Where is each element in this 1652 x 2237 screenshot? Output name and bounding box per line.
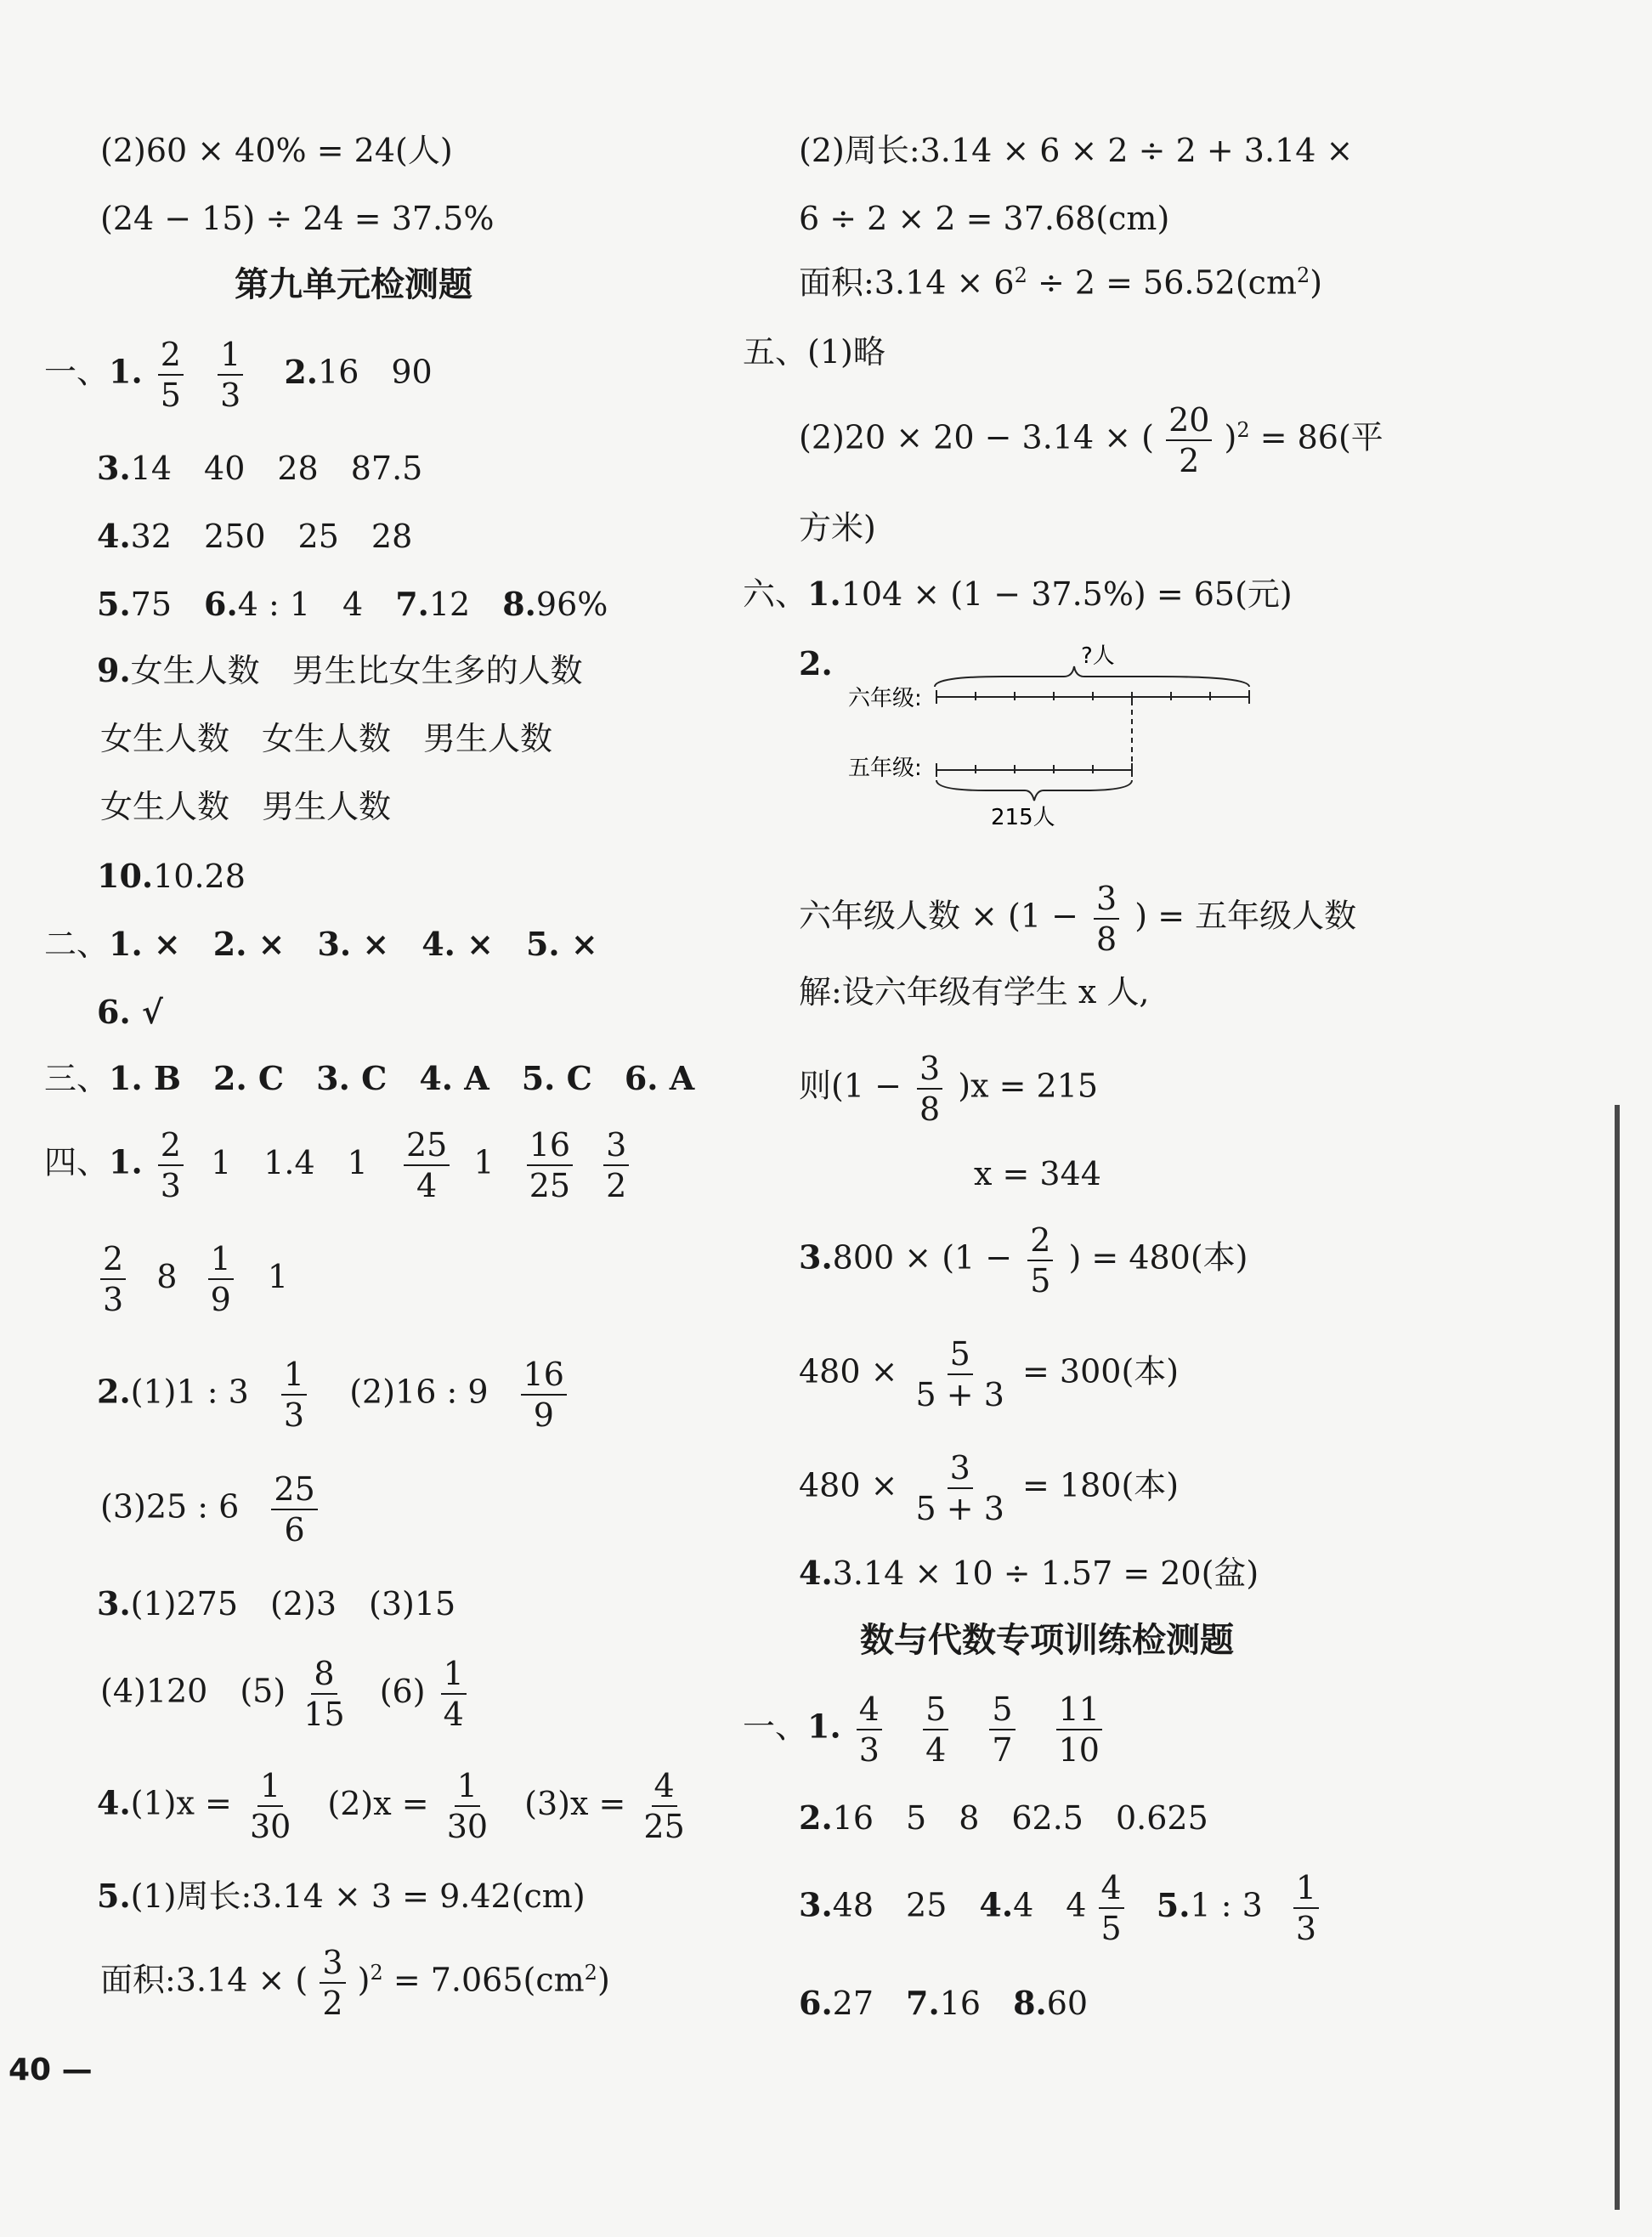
section-title: 第九单元检测题	[235, 265, 472, 304]
page-number: 40 —	[8, 2053, 93, 2087]
fraction: $\frac{5}{4}$	[923, 1693, 948, 1766]
fraction: $\frac{1}{4}$	[441, 1657, 467, 1730]
answer-line: 480 × $\frac{5}{5 + 3}$ = 300(本)	[799, 1335, 1180, 1413]
fraction: $\frac{2}{3}$	[158, 1129, 184, 1202]
segment-diagram	[833, 629, 1275, 841]
answer-line: 4.32 250 25 28	[97, 517, 413, 555]
top-brace	[935, 666, 1249, 687]
page-edge-shadow	[1615, 1105, 1620, 2210]
answer-line: 4.3.14 × 10 ÷ 1.57 = 20(盆)	[799, 1554, 1259, 1592]
fraction: $\frac{1}{9}$	[208, 1243, 234, 1316]
fraction: $\frac{2}{5}$	[1027, 1224, 1053, 1297]
fraction: $\frac{3}{2}$	[320, 1946, 345, 2019]
fraction: $\frac{4}{5}$	[1099, 1872, 1124, 1945]
answer-line: 3.800 × (1 − $\frac{2}{5}$ ) = 480(本)	[799, 1221, 1248, 1300]
answer-line: 3.48 25 4.4 4 $\frac{4}{5}$ 5.1 : 3 $\frac{1}{3}$	[799, 1872, 1324, 1945]
fraction: $\frac{5}{7}$	[989, 1693, 1015, 1766]
answer-line: 女生人数 女生人数 男生人数	[100, 720, 553, 757]
answer-line: 9.女生人数 男生比女生多的人数	[97, 651, 583, 689]
answer-line: 四、1. $\frac{2}{3}$ 1 1.4 1 $\frac{25}{4}$ 1 $\frac{16}{25}$ $\frac{3}{2}$	[44, 1129, 634, 1202]
answer-line: 480 × $\frac{3}{5 + 3}$ = 180(本)	[799, 1449, 1180, 1527]
answer-line: (2)20 × 20 − 3.14 × ( $\frac{20}{2}$ )$^2$ = 86(平	[799, 401, 1383, 479]
answer-line: 5.75 6.4 : 1 4 7.12 8.96%	[97, 585, 608, 623]
answer-line: 5.(1)周长:3.14 × 3 = 9.42(cm)	[97, 1877, 586, 1915]
fraction: $\frac{1}{30}$	[249, 1767, 291, 1845]
bottom-brace	[936, 780, 1132, 801]
answer-line: 2.16 5 8 62.5 0.625	[799, 1798, 1208, 1837]
answer-line: $\frac{2}{3}$ 8 $\frac{1}{9}$ 1	[95, 1243, 288, 1316]
fraction: $\frac{2}{3}$	[100, 1243, 126, 1316]
answer-line: (2)60 × 40% = 24(人)	[100, 132, 453, 169]
answer-line: 6 ÷ 2 × 2 = 37.68(cm)	[799, 200, 1170, 237]
fraction: $\frac{1}{3}$	[1293, 1872, 1319, 1945]
fraction: $\frac{3}{2}$	[603, 1129, 629, 1202]
fraction: $\frac{25}{4}$	[404, 1129, 450, 1202]
fraction: $\frac{16}{9}$	[521, 1358, 567, 1431]
fraction: $\frac{8}{15}$	[303, 1655, 345, 1733]
answer-line: 五、(1)略	[743, 333, 885, 371]
answer-line: 女生人数 男生人数	[100, 788, 392, 825]
answer-line: 面积:3.14 × $6^2 \div 2 = 56.52(cm^2)$	[799, 263, 1323, 302]
answer-line: (2)周长:3.14 × 6 × 2 ÷ 2 + 3.14 ×	[799, 132, 1354, 169]
answer-line: 面积:3.14 × ( $\frac{3}{2}$ )$^2 = 7.065(cm^2)$	[100, 1944, 610, 2022]
answer-line: 6. √	[97, 993, 163, 1031]
answer-line: 10.10.28	[97, 857, 246, 895]
answer-line: 则(1 − $\frac{3}{8}$ )x = 215	[799, 1050, 1099, 1128]
fraction: $\frac{1}{3}$	[218, 338, 243, 411]
answer-line: (24 − 15) ÷ 24 = 37.5%	[100, 200, 495, 237]
answer-line: x = 344	[974, 1155, 1101, 1192]
answer-line: 一、1. $\frac{4}{3}$ $\frac{5}{4}$ $\frac{5}{7}$ $\frac{11}{10}$	[743, 1693, 1107, 1766]
answer-line: 4.(1)x = $\frac{1}{30}$ (2)x = $\frac{1}{30}$ (3)x = $\frac{4}{25}$	[97, 1770, 693, 1843]
answer-line: 2.(1)1 : 3 $\frac{1}{3}$ (2)16 : 9 $\frac{16}{9}$	[97, 1358, 572, 1431]
answer-line: (3)25 : 6 $\frac{25}{6}$	[100, 1473, 323, 1546]
answer-line: 3.(1)275 (2)3 (3)15	[97, 1584, 456, 1623]
answer-line: 三、1. B 2. C 3. C 4. A 5. C 6. A	[44, 1059, 695, 1097]
answer-line: 一、1. $\frac{2}{5}$ $\frac{1}{3}$ 2.16 90	[44, 336, 433, 414]
fraction: $\frac{3}{5 + 3}$	[915, 1449, 1004, 1527]
fraction: $\frac{4}{25}$	[643, 1767, 685, 1845]
fraction: $\frac{5}{5 + 3}$	[915, 1335, 1004, 1413]
answer-line: 6.27 7.16 8.60	[799, 1984, 1089, 2022]
fraction: $\frac{4}{3}$	[857, 1693, 882, 1766]
fraction: $\frac{3}{8}$	[1094, 882, 1119, 955]
diagram-row-label: 六年级:	[848, 686, 922, 711]
answer-line: 解:设六年级有学生 x 人,	[799, 973, 1150, 1011]
answer-line: 六年级人数 × (1 − $\frac{3}{8}$ ) = 五年级人数	[799, 880, 1357, 958]
answer-line: 2.	[799, 644, 833, 682]
fraction: $\frac{16}{25}$	[527, 1129, 573, 1202]
answer-line: 3.14 40 28 87.5	[97, 449, 423, 487]
fraction: $\frac{1}{3}$	[281, 1358, 307, 1431]
fraction: $\frac{25}{6}$	[271, 1473, 317, 1546]
fraction: $\frac{2}{5}$	[158, 338, 184, 411]
answer-line: 方米)	[799, 509, 876, 547]
diagram-top-label: ?人	[1081, 643, 1115, 669]
answer-line: 六、1.104 × (1 − 37.5%) = 65(元)	[743, 575, 1293, 613]
fraction: $\frac{11}{10}$	[1056, 1693, 1102, 1766]
section-title: 数与代数专项训练检测题	[860, 1621, 1234, 1660]
answer-line: (4)120 (5) $\frac{8}{15}$ (6) $\frac{1}{4}$	[100, 1657, 472, 1730]
diagram-row-label: 五年级:	[848, 756, 922, 781]
diagram-bottom-label: 215人	[991, 805, 1055, 830]
fraction: $\frac{1}{30}$	[446, 1767, 489, 1845]
fraction: $\frac{20}{2}$	[1166, 404, 1212, 477]
fraction: $\frac{3}{8}$	[917, 1052, 942, 1125]
answer-line: 二、1. × 2. × 3. × 4. × 5. ×	[44, 925, 598, 963]
